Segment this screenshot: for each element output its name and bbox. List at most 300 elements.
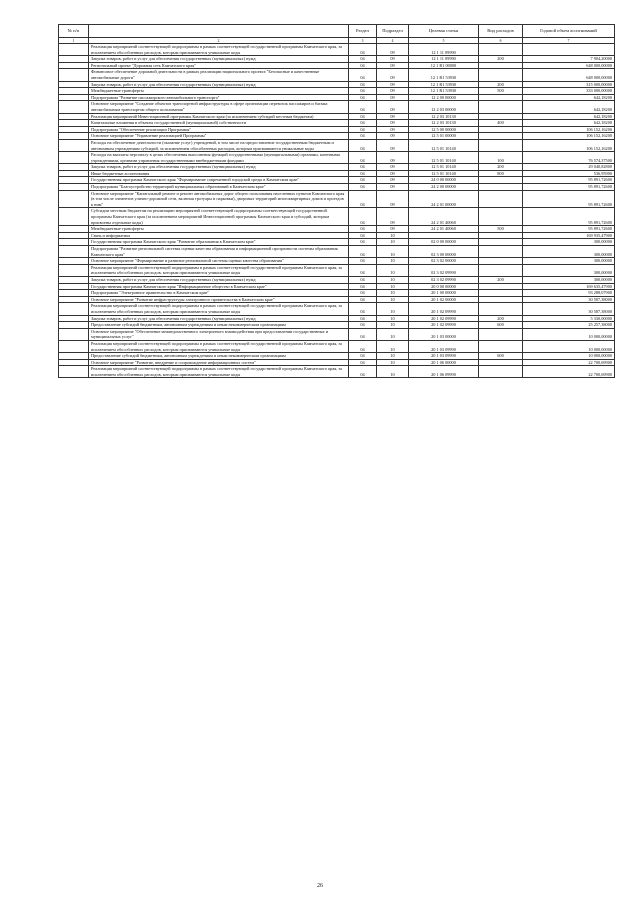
row-number-cell	[59, 353, 89, 360]
table-row	[59, 226, 615, 233]
expense-kind-cell	[479, 133, 523, 140]
table-row	[59, 232, 615, 239]
row-number-cell	[59, 133, 89, 140]
amount-cell: 300,00000	[523, 239, 615, 246]
row-number-cell	[59, 208, 89, 226]
expense-kind-cell	[479, 328, 523, 340]
section-cell: 04	[349, 232, 377, 239]
table-row	[59, 353, 615, 360]
article-code-cell: 12 1 R1 00000	[409, 62, 479, 69]
article-code-cell: 12 2 03 10130	[409, 113, 479, 120]
row-number-cell	[59, 246, 89, 258]
article-code-cell: 20 1 02 00000	[409, 296, 479, 303]
amount-cell: 536,95900	[523, 170, 615, 177]
row-number-cell	[59, 164, 89, 171]
amount-cell: 22 700,69900	[523, 359, 615, 366]
section-cell: 04	[349, 303, 377, 315]
article-code-cell: 02 3 00 00000	[409, 246, 479, 258]
article-code-cell: 20 1 03 00000	[409, 328, 479, 340]
section-cell: 04	[349, 283, 377, 290]
article-code-cell: 12 1 R1 53930	[409, 69, 479, 81]
table-row	[59, 184, 615, 191]
expense-name-cell: Основное мероприятие "Развитие инфраструктуры электронного правительства в Камчатском крае"	[89, 296, 349, 303]
table-row	[59, 315, 615, 322]
expense-name-cell: Реализация мероприятий соответствующей подпрограммы в рамках соответствующей государственной программы Камчатского края, за исключением обособленных расходов, которым присваиваются уникальные коды	[89, 44, 349, 56]
table-row	[59, 359, 615, 366]
expense-name-cell: Подпрограмма "Развитие пассажирского автомобильного транспорта"	[89, 94, 349, 101]
subsection-cell: 09	[377, 208, 409, 226]
table-row	[59, 190, 615, 208]
expense-name-cell: Реализация мероприятий Инвестиционной программы Камчатского края (за исключением субсидий местным бюджетам)	[89, 113, 349, 120]
section-cell: 04	[349, 190, 377, 208]
row-number-cell	[59, 62, 89, 69]
section-cell: 04	[349, 290, 377, 297]
article-code-cell: 12 5 00 00000	[409, 126, 479, 133]
expense-name-cell: Расходы на обеспечение деятельности (оказание услуг) учреждений, в том числе на предоставление государственным бюджетным и автономным учреждениям субсидий, за исключением обособленных расходов, которым присваиваются уникальные коды	[89, 139, 349, 151]
expense-name-cell: Основное мероприятие "Создание объектов транспортной инфраструктуры в сфере организации перевозок пассажиров и багажа автомобильным транспортом общего пользования"	[89, 101, 349, 113]
subsection-cell: 09	[377, 133, 409, 140]
section-cell: 04	[349, 258, 377, 265]
expense-kind-cell	[479, 246, 523, 258]
subsection-cell: 10	[377, 322, 409, 329]
expense-kind-cell	[479, 258, 523, 265]
subsection-cell: 10	[377, 303, 409, 315]
amount-cell: 315 000,00000	[523, 81, 615, 88]
amount-cell: 95 891,72600	[523, 208, 615, 226]
table-row	[59, 239, 615, 246]
section-cell: 04	[349, 94, 377, 101]
amount-cell: 10 000,00000	[523, 328, 615, 340]
amount-cell: 300,00000	[523, 246, 615, 258]
amount-cell: 5 330,00000	[523, 315, 615, 322]
table-row	[59, 94, 615, 101]
article-code-cell: 12 5 01 10140	[409, 139, 479, 151]
table-header-row	[59, 25, 615, 38]
row-number-cell	[59, 340, 89, 352]
subsection-cell: 10	[377, 353, 409, 360]
expense-kind-cell: 500	[479, 88, 523, 95]
header-num: № п/п	[59, 25, 89, 38]
expense-kind-cell: 200	[479, 81, 523, 88]
section-cell: 04	[349, 44, 377, 56]
table-row	[59, 44, 615, 56]
amount-cell: 333 000,00000	[523, 88, 615, 95]
expense-kind-cell	[479, 232, 523, 239]
expense-name-cell: Связь и информатика	[89, 232, 349, 239]
amount-cell: 300,00000	[523, 276, 615, 283]
row-number-cell	[59, 120, 89, 127]
row-number-cell	[59, 290, 89, 297]
header-article: Целевая статья	[409, 25, 479, 38]
amount-cell: 642,18200	[523, 101, 615, 113]
amount-cell: 300,00000	[523, 264, 615, 276]
expense-kind-cell	[479, 62, 523, 69]
subsection-cell: 09	[377, 164, 409, 171]
expense-kind-cell: 800	[479, 170, 523, 177]
table-body	[59, 44, 615, 378]
expense-kind-cell: 200	[479, 276, 523, 283]
column-number: 7	[523, 38, 615, 44]
header-section: Раздел	[349, 25, 377, 38]
subsection-cell: 09	[377, 184, 409, 191]
expense-kind-cell	[479, 264, 523, 276]
table-row	[59, 126, 615, 133]
section-cell: 04	[349, 88, 377, 95]
header-kind: Вид расходов	[479, 25, 523, 38]
table-row	[59, 322, 615, 329]
table-row	[59, 258, 615, 265]
amount-cell: 169 635,47900	[523, 283, 615, 290]
amount-cell: 642,18200	[523, 94, 615, 101]
header-name	[89, 25, 349, 38]
row-number-cell	[59, 177, 89, 184]
subsection-cell: 09	[377, 139, 409, 151]
table-row	[59, 133, 615, 140]
table-row	[59, 264, 615, 276]
expense-kind-cell	[479, 69, 523, 81]
table-row	[59, 208, 615, 226]
column-number: 3	[349, 38, 377, 44]
article-code-cell: 20 1 03 09990	[409, 340, 479, 352]
row-number-cell	[59, 190, 89, 208]
budget-table	[58, 24, 615, 378]
expense-kind-cell: 600	[479, 353, 523, 360]
amount-cell: 648 000,00000	[523, 62, 615, 69]
subsection-cell: 10	[377, 290, 409, 297]
amount-cell	[523, 44, 615, 56]
table-row	[59, 81, 615, 88]
expense-name-cell: Закупка товаров, работ и услуг для обеспечения государственных (муниципальных) нужд	[89, 315, 349, 322]
section-cell: 04	[349, 366, 377, 378]
article-code-cell: 24 2 01 00000	[409, 190, 479, 208]
expense-name-cell: Государственная программа Камчатского края "Информационное общество в Камчатском крае"	[89, 283, 349, 290]
row-number-cell	[59, 139, 89, 151]
expense-kind-cell: 200	[479, 56, 523, 63]
expense-name-cell: Реализация мероприятий соответствующей подпрограммы в рамках соответствующей государственной программы Камчатского края, за исключением обособленных расходов, которым присваиваются уникальные коды	[89, 366, 349, 378]
row-number-cell	[59, 315, 89, 322]
section-cell: 04	[349, 239, 377, 246]
table-row	[59, 296, 615, 303]
table-row	[59, 303, 615, 315]
row-number-cell	[59, 69, 89, 81]
table-row	[59, 113, 615, 120]
row-number-cell	[59, 359, 89, 366]
subsection-cell: 09	[377, 88, 409, 95]
row-number-cell	[59, 81, 89, 88]
column-number: 2	[89, 38, 349, 44]
section-cell: 04	[349, 139, 377, 151]
expense-name-cell: Межбюджетные трансферты	[89, 226, 349, 233]
expense-kind-cell	[479, 101, 523, 113]
section-cell: 04	[349, 226, 377, 233]
expense-name-cell: Государственная программа Камчатского края "Развитие образования в Камчатском крае"	[89, 239, 349, 246]
subsection-cell: 10	[377, 328, 409, 340]
subsection-cell: 10	[377, 264, 409, 276]
subsection-cell: 10	[377, 296, 409, 303]
section-cell: 04	[349, 152, 377, 164]
table-row	[59, 152, 615, 164]
subsection-cell: 10	[377, 340, 409, 352]
table-row	[59, 164, 615, 171]
row-number-cell	[59, 126, 89, 133]
row-number-cell	[59, 296, 89, 303]
expense-kind-cell	[479, 239, 523, 246]
row-number-cell	[59, 88, 89, 95]
expense-name-cell: Межбюджетные трансферты	[89, 88, 349, 95]
row-number-cell	[59, 56, 89, 63]
article-code-cell: 12 5 01 10140	[409, 170, 479, 177]
subsection-cell: 10	[377, 232, 409, 239]
expense-kind-cell	[479, 290, 523, 297]
expense-kind-cell	[479, 296, 523, 303]
subsection-cell: 09	[377, 226, 409, 233]
row-number-cell	[59, 94, 89, 101]
expense-name-cell: Закупка товаров, работ и услуг для обеспечения государственных (муниципальных) нужд	[89, 164, 349, 171]
subsection-cell: 09	[377, 170, 409, 177]
section-cell: 04	[349, 177, 377, 184]
amount-cell: 30 587,38000	[523, 303, 615, 315]
article-code-cell: 12 5 01 00000	[409, 133, 479, 140]
amount-cell: 93 288,07900	[523, 290, 615, 297]
table-row	[59, 283, 615, 290]
subsection-cell: 10	[377, 315, 409, 322]
expense-name-cell: Закупка товаров, работ и услуг для обеспечения государственных (муниципальных) нужд	[89, 81, 349, 88]
expense-kind-cell: 200	[479, 164, 523, 171]
expense-kind-cell	[479, 94, 523, 101]
expense-name-cell: Основное мероприятие "Формирование и развитие региональной системы оценки качества образования"	[89, 258, 349, 265]
table-row	[59, 290, 615, 297]
row-number-cell	[59, 303, 89, 315]
table-row	[59, 139, 615, 151]
article-code-cell: 24 2 01 40060	[409, 208, 479, 226]
amount-cell: 300,00000	[523, 258, 615, 265]
subsection-cell: 10	[377, 258, 409, 265]
expense-kind-cell	[479, 359, 523, 366]
subsection-cell: 09	[377, 177, 409, 184]
subsection-cell: 09	[377, 69, 409, 81]
section-cell: 04	[349, 101, 377, 113]
page-number: 26	[317, 883, 323, 889]
row-number-cell	[59, 101, 89, 113]
article-code-cell: 12 2 00 00000	[409, 94, 479, 101]
column-number: 5	[409, 38, 479, 44]
table-row	[59, 62, 615, 69]
table-row	[59, 328, 615, 340]
article-code-cell: 20 0 00 00000	[409, 283, 479, 290]
expense-kind-cell	[479, 177, 523, 184]
section-cell: 04	[349, 208, 377, 226]
subsection-cell: 09	[377, 81, 409, 88]
row-number-cell	[59, 264, 89, 276]
row-number-cell	[59, 44, 89, 56]
column-number: 6	[479, 38, 523, 44]
article-code-cell: 20 1 02 09990	[409, 315, 479, 322]
amount-cell: 30 587,38000	[523, 296, 615, 303]
article-code-cell: 02 3 02 09990	[409, 276, 479, 283]
section-cell: 04	[349, 353, 377, 360]
header-amount: Годовой объем ассигнований	[523, 25, 615, 38]
article-code-cell: 20 1 02 09990	[409, 303, 479, 315]
expense-name-cell: Расходы на выплаты персоналу в целях обеспечения выполнения функций государственными (муниципальными) органами, казенными учреждениями, органами управления государственными внебюджетными фондами	[89, 152, 349, 164]
article-code-cell: 12 1 R1 53930	[409, 88, 479, 95]
subsection-cell: 10	[377, 276, 409, 283]
amount-cell: 22 700,69900	[523, 366, 615, 378]
amount-cell: 29 040,82800	[523, 164, 615, 171]
expense-name-cell: Закупка товаров, работ и услуг для обеспечения государственных (муниципальных) нужд	[89, 56, 349, 63]
table-row	[59, 69, 615, 81]
expense-kind-cell: 400	[479, 120, 523, 127]
subsection-cell: 09	[377, 113, 409, 120]
row-number-cell	[59, 239, 89, 246]
expense-kind-cell	[479, 208, 523, 226]
table-row	[59, 366, 615, 378]
section-cell: 04	[349, 359, 377, 366]
article-code-cell: 12 5 01 10140	[409, 152, 479, 164]
subsection-cell: 09	[377, 94, 409, 101]
expense-name-cell: Региональный проект "Дорожная сеть Камчатского края"	[89, 62, 349, 69]
section-cell: 04	[349, 56, 377, 63]
expense-name-cell: Субсидии местным бюджетам на реализацию мероприятий соответствующей подпрограммы соответствующей государственной программы Камчатского края (за исключением мероприятий Инвестиционной программы Камчатского края и субсидий, которым присвоены отдельные коды)	[89, 208, 349, 226]
amount-cell: 95 891,72600	[523, 184, 615, 191]
table-row	[59, 120, 615, 127]
subsection-cell: 09	[377, 126, 409, 133]
amount-cell: 7 904,20000	[523, 56, 615, 63]
table-row	[59, 340, 615, 352]
subsection-cell: 10	[377, 283, 409, 290]
expense-kind-cell	[479, 139, 523, 151]
section-cell: 04	[349, 69, 377, 81]
row-number-cell	[59, 322, 89, 329]
expense-name-cell: Реализация мероприятий соответствующей подпрограммы в рамках соответствующей государственной программы Камчатского края, за исключением обособленных расходов, которым присваиваются уникальные коды	[89, 264, 349, 276]
amount-cell: 106 152,16200	[523, 133, 615, 140]
expense-kind-cell: 500	[479, 226, 523, 233]
table-row	[59, 56, 615, 63]
article-code-cell: 20 1 00 00000	[409, 290, 479, 297]
expense-kind-cell: 200	[479, 315, 523, 322]
expense-name-cell: Предоставление субсидий бюджетным, автономным учреждениям и иным некоммерческим организациям	[89, 353, 349, 360]
expense-kind-cell	[479, 113, 523, 120]
section-cell: 04	[349, 120, 377, 127]
expense-name-cell: Финансовое обеспечение дорожной деятельности в рамках реализации национального проекта "Безопасные и качественные автомобильные дороги"	[89, 69, 349, 81]
amount-cell: 169 935,47900	[523, 232, 615, 239]
section-cell: 04	[349, 340, 377, 352]
row-number-cell	[59, 232, 89, 239]
column-number: 4	[377, 38, 409, 44]
section-cell: 04	[349, 296, 377, 303]
subsection-cell: 09	[377, 120, 409, 127]
section-cell: 04	[349, 276, 377, 283]
subsection-cell: 10	[377, 366, 409, 378]
section-cell: 04	[349, 264, 377, 276]
row-number-cell	[59, 283, 89, 290]
subsection-cell: 09	[377, 152, 409, 164]
expense-name-cell: Основное мероприятие "Капитальный ремонт и ремонт автомобильных дорог общего пользования населенных пунктов Камчатского края (в том числе элементов улично-дорожной сети, включая тротуары и парковки), дворовых территорий многоквартирных домов и проездов к ним"	[89, 190, 349, 208]
expense-kind-cell: 600	[479, 322, 523, 329]
article-code-cell: 12 1 11 09990	[409, 44, 479, 56]
section-cell: 04	[349, 126, 377, 133]
table-row	[59, 177, 615, 184]
article-code-cell: 02 3 02 00000	[409, 258, 479, 265]
expense-name-cell: Предоставление субсидий бюджетным, автономным учреждениям и иным некоммерческим организациям	[89, 322, 349, 329]
header-subsection: Подраздел	[377, 25, 409, 38]
article-code-cell: 02 0 00 00000	[409, 239, 479, 246]
article-code-cell: 24 2 00 00000	[409, 184, 479, 191]
expense-kind-cell	[479, 126, 523, 133]
article-code-cell: 20 1 02 09990	[409, 322, 479, 329]
expense-kind-cell	[479, 340, 523, 352]
table-row	[59, 276, 615, 283]
subsection-cell: 10	[377, 239, 409, 246]
article-code-cell: 12 2 03 10130	[409, 120, 479, 127]
amount-cell: 95 891,72600	[523, 177, 615, 184]
amount-cell: 10 000,00000	[523, 340, 615, 352]
article-code-cell: 24 0 00 00000	[409, 177, 479, 184]
expense-name-cell: Реализация мероприятий соответствующей подпрограммы в рамках соответствующей государственной программы Камчатского края, за исключением обособленных расходов, которым присваиваются уникальные коды	[89, 340, 349, 352]
row-number-cell	[59, 366, 89, 378]
table-row	[59, 170, 615, 177]
amount-cell: 106 152,16200	[523, 126, 615, 133]
column-number: 1	[59, 38, 89, 44]
amount-cell: 76 574,37500	[523, 152, 615, 164]
section-cell: 04	[349, 62, 377, 69]
section-cell: 04	[349, 133, 377, 140]
subsection-cell: 09	[377, 44, 409, 56]
section-cell: 04	[349, 81, 377, 88]
section-cell: 04	[349, 113, 377, 120]
section-cell: 04	[349, 184, 377, 191]
subsection-cell: 10	[377, 246, 409, 258]
expense-name-cell: Капитальные вложения в объекты государственной (муниципальной) собственности	[89, 120, 349, 127]
article-code-cell: 12 1 R1 53930	[409, 81, 479, 88]
amount-cell: 95 891,72600	[523, 226, 615, 233]
amount-cell: 25 257,38000	[523, 322, 615, 329]
row-number-cell	[59, 226, 89, 233]
expense-name-cell: Реализация мероприятий соответствующей подпрограммы в рамках соответствующей государственной программы Камчатского края, за исключением обособленных расходов, которым присваиваются уникальные коды	[89, 303, 349, 315]
article-code-cell: 20 1 06 09990	[409, 366, 479, 378]
expense-kind-cell	[479, 303, 523, 315]
section-cell: 04	[349, 164, 377, 171]
subsection-cell: 09	[377, 190, 409, 208]
expense-kind-cell	[479, 184, 523, 191]
section-cell: 04	[349, 170, 377, 177]
section-cell: 04	[349, 246, 377, 258]
article-code-cell: 12 5 01 10140	[409, 164, 479, 171]
article-code-cell: 24 2 01 40060	[409, 226, 479, 233]
expense-kind-cell	[479, 44, 523, 56]
expense-kind-cell	[479, 283, 523, 290]
subsection-cell: 10	[377, 359, 409, 366]
article-code-cell: 02 3 02 09990	[409, 264, 479, 276]
amount-cell: 642,18200	[523, 113, 615, 120]
amount-cell: 642,18200	[523, 120, 615, 127]
article-code-cell: 20 1 03 09990	[409, 353, 479, 360]
expense-name-cell: Государственная программа Камчатского края "Формирование современной городской среды в Камчатском крае"	[89, 177, 349, 184]
amount-cell: 648 000,00000	[523, 69, 615, 81]
amount-cell: 95 891,72600	[523, 190, 615, 208]
amount-cell: 10 000,00000	[523, 353, 615, 360]
section-cell: 04	[349, 315, 377, 322]
article-code-cell: 12 2 03 00000	[409, 101, 479, 113]
expense-name-cell: Основное мероприятие "Управление реализацией Программы"	[89, 133, 349, 140]
section-cell: 04	[349, 328, 377, 340]
table-row	[59, 101, 615, 113]
subsection-cell: 09	[377, 62, 409, 69]
expense-name-cell: Подпрограмма "Обеспечение реализации Программы"	[89, 126, 349, 133]
subsection-cell: 09	[377, 56, 409, 63]
expense-name-cell: Основное мероприятие "Обеспечение межведомственного электронного взаимодействия при предоставлении государственных и муниципальных услуг"	[89, 328, 349, 340]
article-code-cell	[409, 232, 479, 239]
row-number-cell	[59, 276, 89, 283]
